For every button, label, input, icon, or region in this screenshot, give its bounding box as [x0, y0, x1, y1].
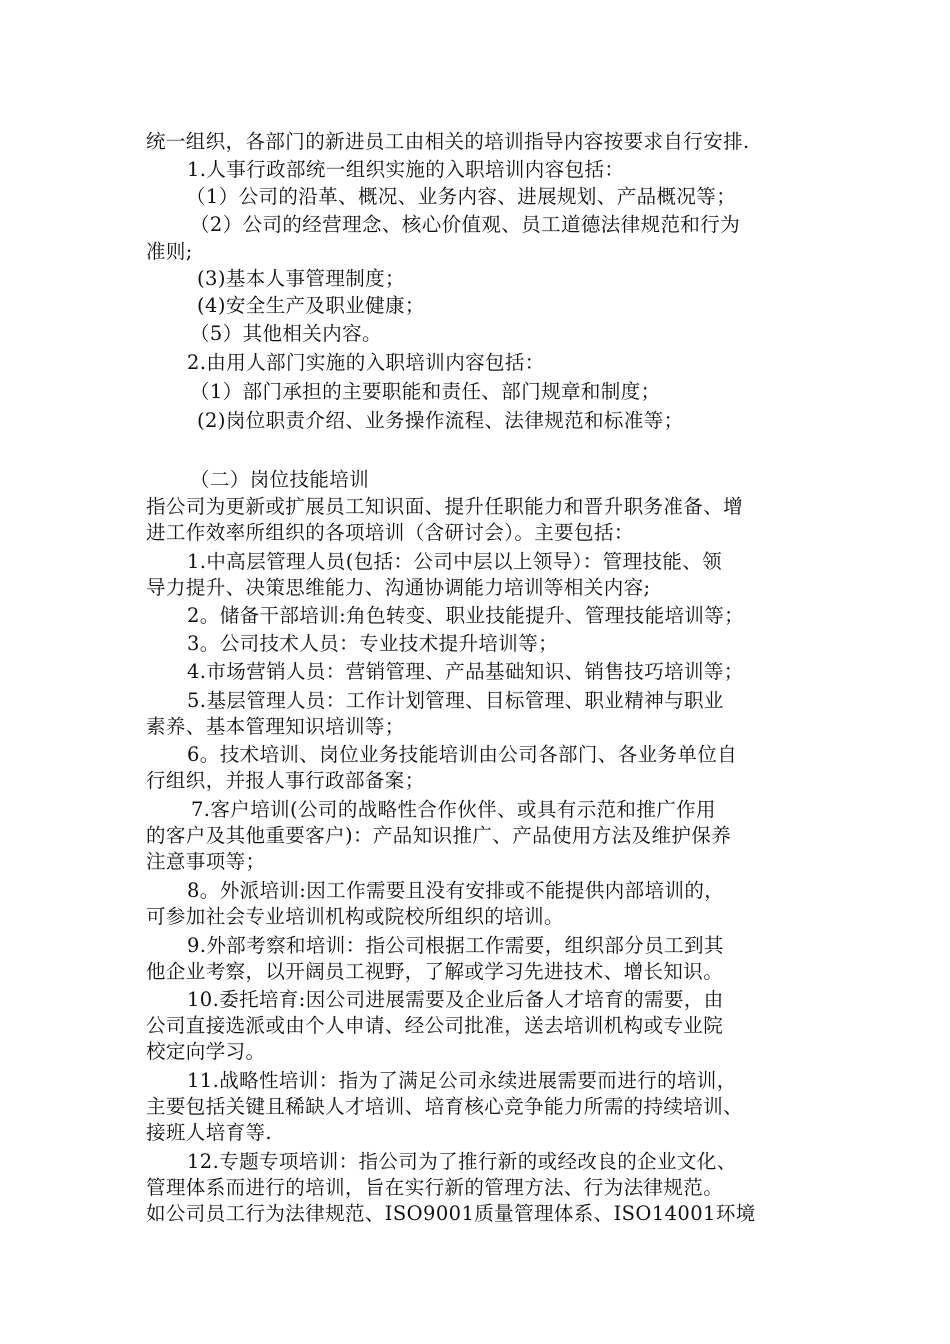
text-line: 2。储备干部培训:角色转变、职业技能提升、管理技能培训等；: [187, 604, 745, 627]
text-line: 行组织，并报人事行政部备案；: [146, 769, 425, 792]
text-line: （1）公司的沿革、概况、业务内容、进展规划、产品概况等；: [186, 185, 737, 208]
text-line: (4)安全生产及职业健康；: [197, 294, 425, 317]
text-line: 12.专题专项培训：指公司为了推行新的或经改良的企业文化、: [187, 1150, 737, 1173]
text-line: 公司直接选派或由个人申请、经公司批准，送去培训机构或专业院: [146, 1014, 724, 1037]
text-line: 11.战略性培训：指为了满足公司永续进展需要而进行的培训，: [187, 1069, 737, 1092]
text-line: 素养、基本管理知识培训等；: [146, 715, 405, 738]
text-line: 的客户及其他重要客户)：产品知识推广、产品使用方法及维护保养: [146, 824, 732, 847]
text-line: 注意事项等；: [146, 850, 266, 873]
text-line: 管理体系而进行的培训，旨在实行新的管理方法、行为法律规范。: [146, 1176, 724, 1199]
text-line: 6。技术培训、岗位业务技能培训由公司各部门、各业务单位自: [187, 743, 738, 766]
text-line: 主要包括关键且稀缺人才培训、培育核心竞争能力所需的持续培训、: [146, 1095, 744, 1118]
text-line: 5.基层管理人员：工作计划管理、目标管理、职业精神与职业: [187, 689, 724, 712]
text-line: （2）公司的经营理念、核心价值观、员工道德法律规范和行为: [190, 213, 741, 236]
text-line: 7.客户培训(公司的战略性合作伙伴、或具有示范和推广作用: [191, 798, 716, 821]
text-line: 校定向学习。: [146, 1040, 266, 1063]
text-line: 如公司员工行为法律规范、ISO9001质量管理体系、ISO14001环境: [146, 1202, 756, 1225]
text-line: 指公司为更新或扩展员工知识面、提升任职能力和晋升职务准备、增: [146, 495, 744, 518]
text-line: 10.委托培育:因公司进展需要及企业后备人才培育的需要，由: [187, 988, 724, 1011]
text-line: 接班人培育等.: [146, 1121, 272, 1144]
text-line: 8。外派培训:因工作需要且没有安排或不能提供内部培训的，: [187, 879, 725, 902]
text-line: 1.人事行政部统一组织实施的入职培训内容包括：: [187, 158, 625, 181]
text-line: 进工作效率所组织的各项培训（含研讨会）。主要包括：: [146, 521, 634, 544]
text-line: 9.外部考察和培训：指公司根据工作需要，组织部分员工到其: [187, 934, 724, 957]
text-line: （1）部门承担的主要职能和责任、部门规章和制度；: [190, 380, 661, 403]
text-line: (2)岗位职责介绍、业务操作流程、法律规范和标准等；: [197, 409, 684, 432]
text-line: 导力提升、决策思维能力、沟通协调能力培训等相关内容;: [146, 576, 651, 599]
text-line: 统一组织，各部门的新进员工由相关的培训指导内容按要求自行安排.: [146, 130, 750, 153]
text-line: 准则;: [146, 240, 193, 263]
text-line: 3。公司技术人员：专业技术提升培训等；: [187, 632, 559, 655]
text-line: 2.由用人部门实施的入职培训内容包括：: [187, 351, 545, 374]
text-line: （5）其他相关内容。: [190, 322, 382, 345]
text-line: (3)基本人事管理制度；: [197, 267, 405, 290]
text-line: 他企业考察，以开阔员工视野，了解或学习先进技术、增长知识。: [146, 960, 724, 983]
text-line: 1.中高层管理人员(包括：公司中层以上领导）：管理技能、领: [187, 550, 723, 573]
text-line: 可参加社会专业培训机构或院校所组织的培训。: [146, 905, 564, 928]
section-heading: （二）岗位技能培训: [190, 468, 370, 491]
text-line: 4.市场营销人员：营销管理、产品基础知识、销售技巧培训等；: [187, 660, 744, 683]
